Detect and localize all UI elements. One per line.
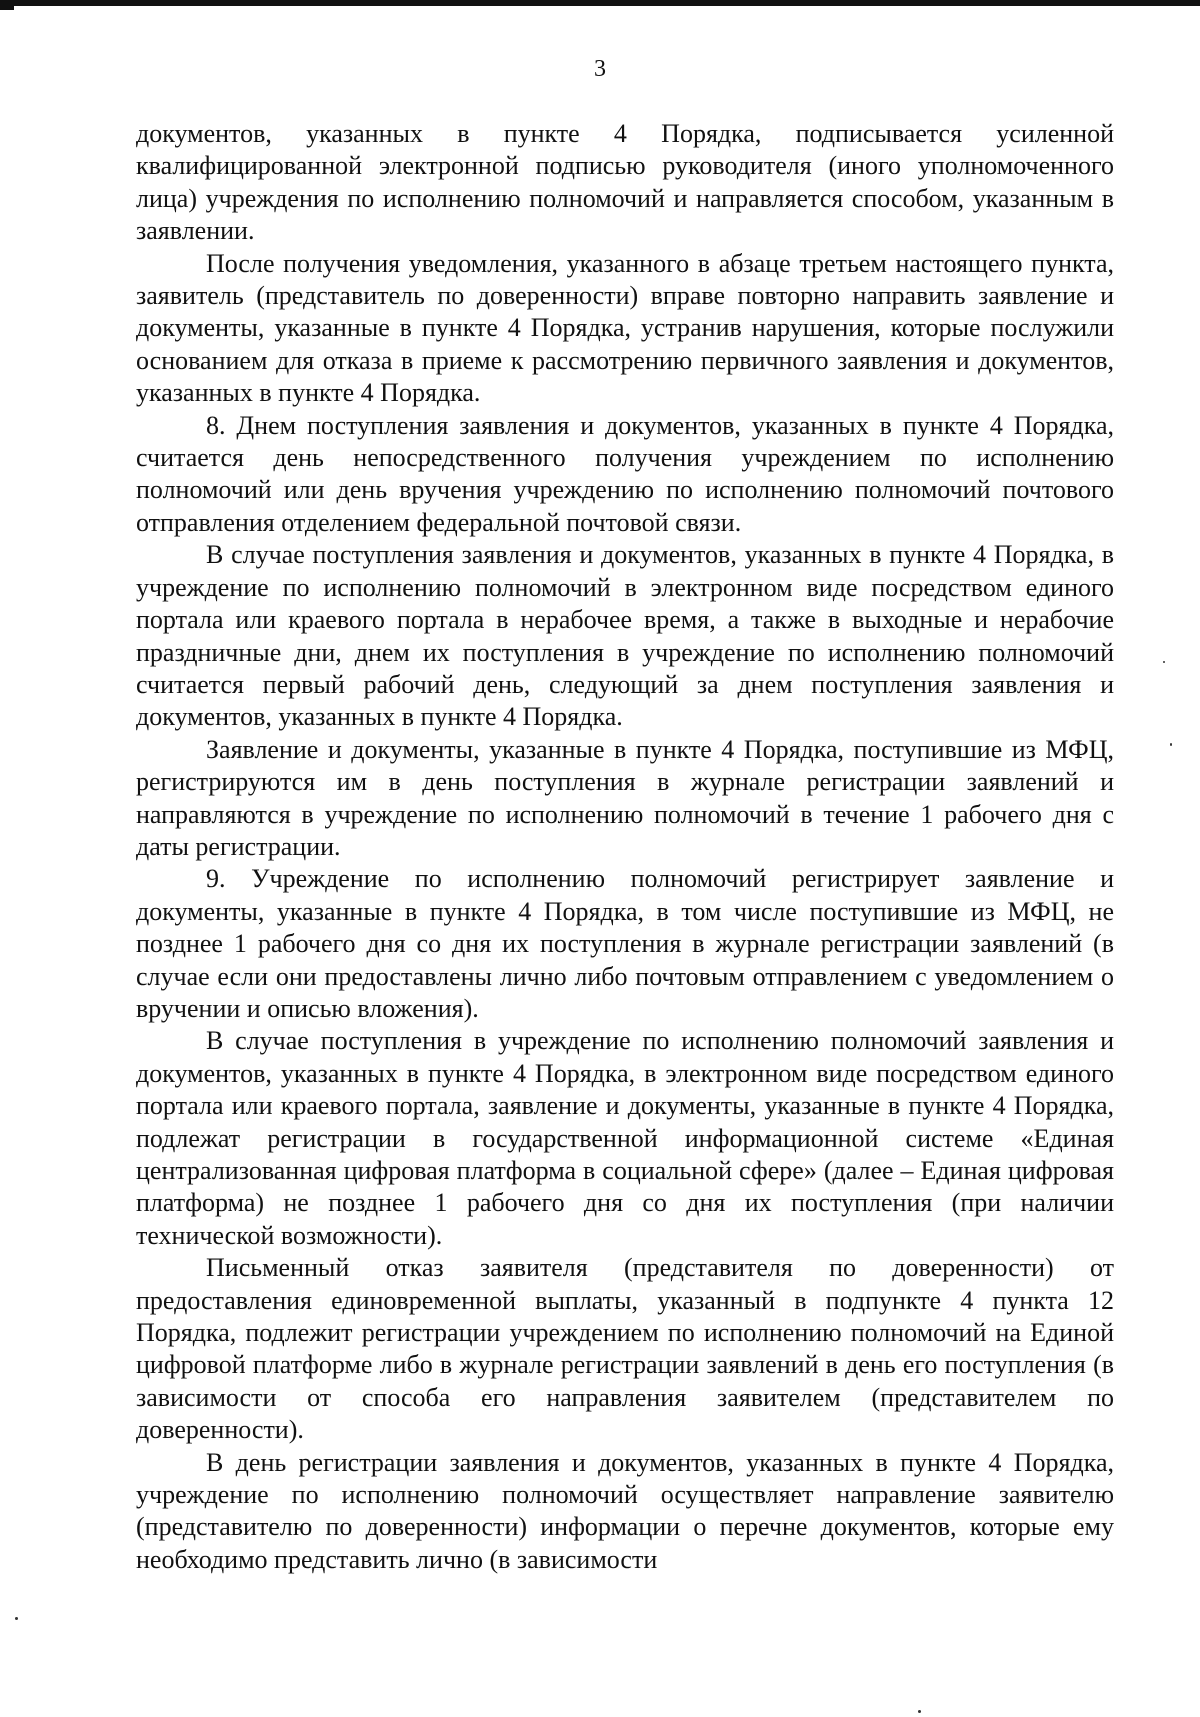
paragraph-registration-day: В день регистрации заявления и документов, указанных в пункте 4 Порядка, учреждение по исполнению полномочий осуществляет направление заявителю (представителю по доверенности) информации о перечне документов, которые ему необходимо представить лично (в зависимости xyxy=(136,1447,1114,1574)
scan-speck xyxy=(15,1617,18,1620)
paragraph-written-refusal: Письменный отказ заявителя (представителя по доверенности) от предоставления единовременной выплаты, указанный в подпункте 4 пункта 12 Порядка, подлежит регистрации учреждением по исполнению полномочий на Единой цифровой платформе либо в журнале регистрации заявлений в день его поступления (в зависимости от способа его направления заявителем (представителем по доверенности). xyxy=(136,1253,1114,1445)
paragraph-continuation: документов, указанных в пункте 4 Порядка, подписывается усиленной квалифицированной электронной подписью руководителя (иного уполномоченного лица) учреждения по исполнению полномочий и направляется способом, указанным в заявлении. xyxy=(136,119,1114,246)
scan-top-border xyxy=(0,0,1200,6)
paragraph-electronic-receipt: В случае поступления заявления и документов, указанных в пункте 4 Порядка, в учреждение по исполнению полномочий в электронном виде посредством единого портала или краевого портала в нерабочее время, а также в выходные и нерабочие праздничные дни, днем их поступления в учреждение по исполнению полномочий считается первый рабочий день, следующий за днем поступления заявления и документов, указанных в пункте 4 Порядка. xyxy=(136,540,1114,732)
paragraph-resubmission: После получения уведомления, указанного в абзаце третьем настоящего пункта, заявитель (представитель по доверенности) вправе повторно направить заявление и документы, указанные в пункте 4 Порядка, устранив нарушения, которые послужили основанием для отказа в приеме к рассмотрению первичного заявления и документов, указанных в пункте 4 Порядка. xyxy=(136,248,1114,408)
paragraph-item-9: 9. Учреждение по исполнению полномочий регистрирует заявление и документы, указанные в пункте 4 Порядка, в том числе поступившие из МФЦ, не позднее 1 рабочего дня со дня их поступления в журнале регистрации заявлений (в случае если они предоставлены лично либо почтовым отправлением с уведомлением о вручении и описью вложения). xyxy=(136,864,1114,1023)
document-body xyxy=(136,118,1114,1576)
scan-speck xyxy=(1170,743,1172,746)
scan-speck xyxy=(1163,661,1165,663)
paragraph-mfc: Заявление и документы, указанные в пункте 4 Порядка, поступившие из МФЦ, регистрируются им в день поступления в журнале регистрации заявлений и направляются в учреждение по исполнению полномочий в течение 1 рабочего дня с даты регистрации. xyxy=(136,734,1114,861)
paragraph-item-8: 8. Днем поступления заявления и документов, указанных в пункте 4 Порядка, считается день непосредственного получения учреждением по исполнению полномочий или день вручения учреждению по исполнению полномочий почтового отправления отделением федеральной почтовой связи. xyxy=(136,410,1114,537)
paragraph-digital-platform: В случае поступления в учреждение по исполнению полномочий заявления и документов, указанных в пункте 4 Порядка, в электронном виде посредством единого портала или краевого портала, заявление и документы, указанные в пункте 4 Порядка, подлежат регистрации в государственной информационной системе «Единая централизованная цифровая платформа в социальной сфере» (далее – Единая цифровая платформа) не позднее 1 рабочего дня со дня их поступления (при наличии технической возможности). xyxy=(136,1026,1114,1250)
scan-top-border-tick xyxy=(0,6,14,10)
page-number: 3 xyxy=(594,56,606,82)
scan-speck xyxy=(918,1710,921,1713)
